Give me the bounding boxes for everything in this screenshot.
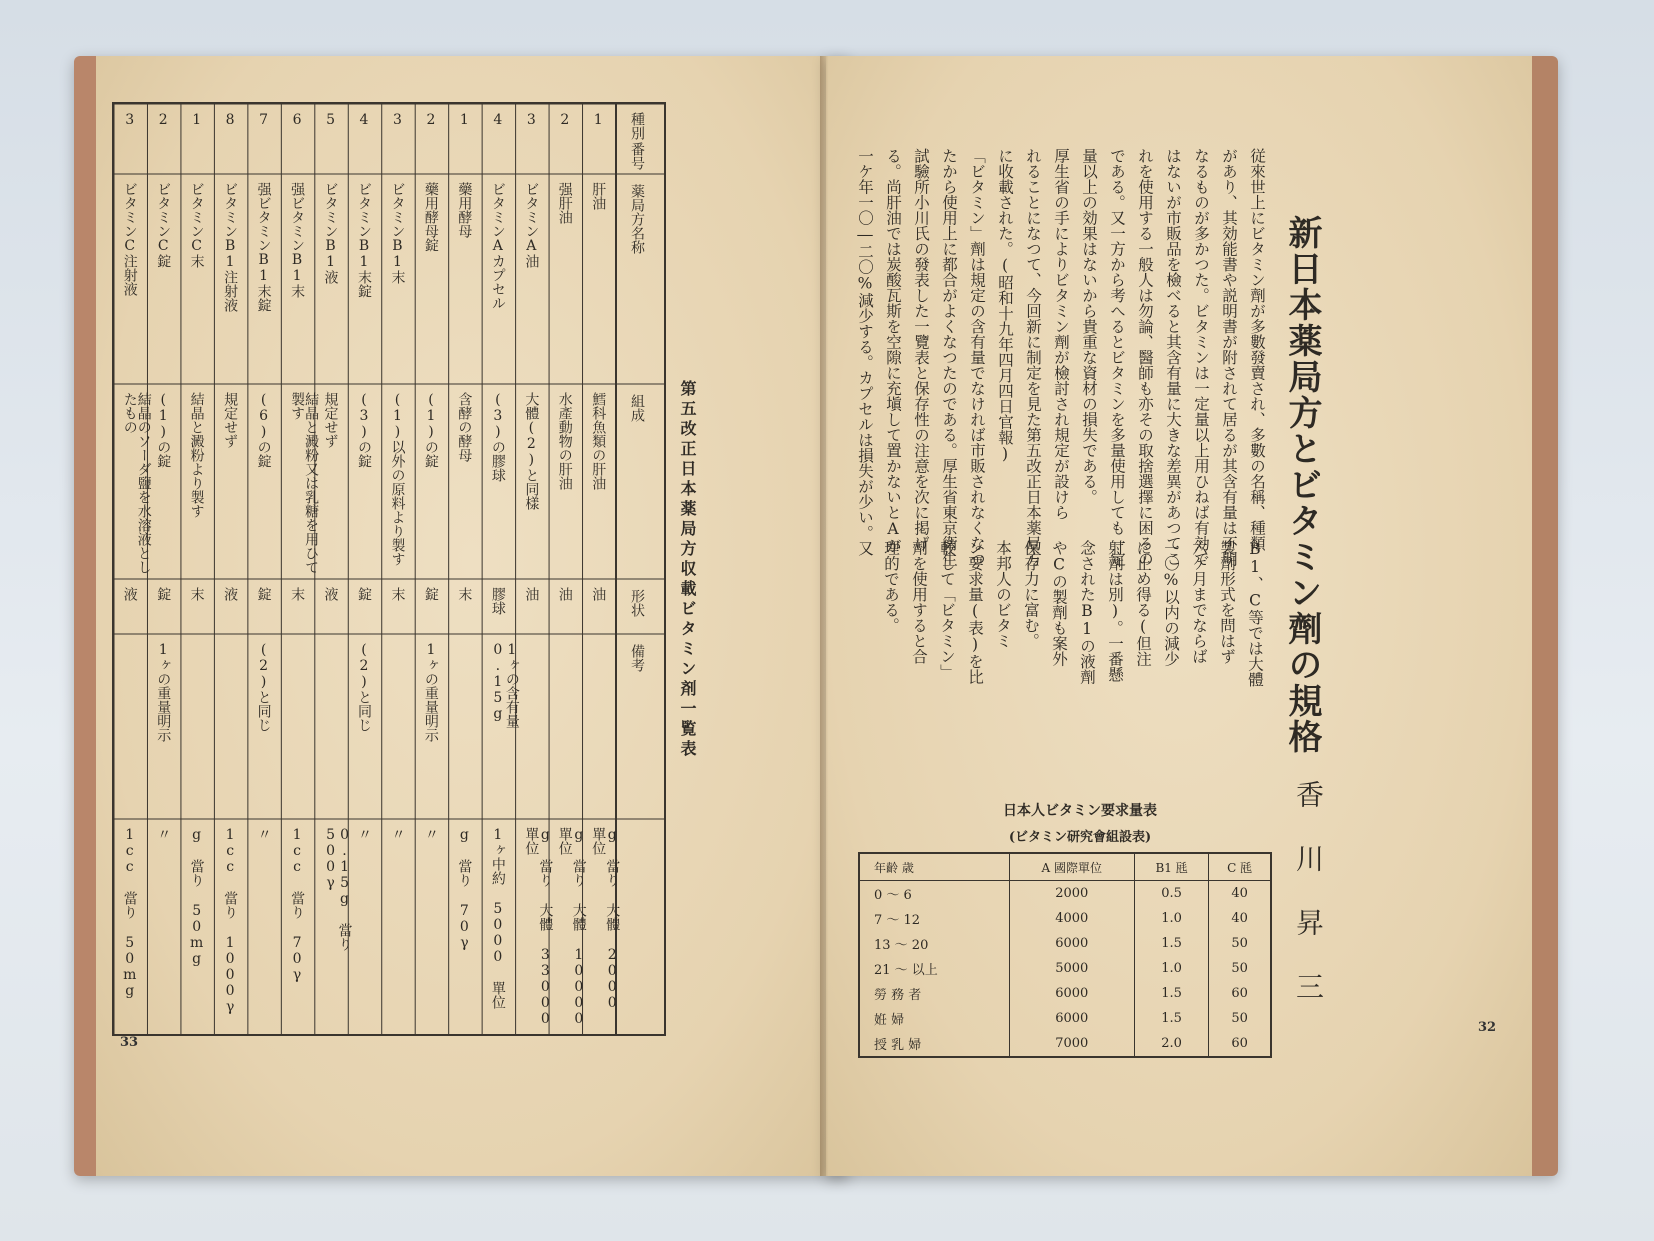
table-row bbox=[859, 1006, 1271, 1031]
table-cell-no: 8 bbox=[222, 112, 239, 128]
text-column: に收載された。(昭和十九年四月四日官報) bbox=[996, 148, 1014, 463]
table-cell-name: ビタミンC注射液 bbox=[121, 182, 138, 296]
table-cell-name: ビタミンB1末錠 bbox=[356, 182, 372, 298]
table-row bbox=[859, 956, 1271, 981]
table-cell-form: 錠 bbox=[356, 587, 372, 601]
text-column: なるものが多かつた。ビタミンは一定量以上用ひねば有効で bbox=[1192, 148, 1210, 567]
table-cell-note: (2)と同じ bbox=[255, 642, 272, 732]
text-column: 量以上の効果はないから貴重な資材の損失である。 bbox=[1080, 148, 1098, 505]
table-cell: 2000 bbox=[1009, 881, 1134, 907]
text-column: 射劑は別)。一番懸 bbox=[1106, 540, 1124, 682]
header-cell: 年齡 歳 bbox=[859, 853, 1009, 881]
table-cell-form: 油 bbox=[590, 587, 607, 601]
table-cell-comp: (3)の錠 bbox=[356, 392, 372, 468]
table-cell: 50 bbox=[1209, 1006, 1271, 1031]
requirement-table-title: 日本人ビタミン要求量表 bbox=[1003, 803, 1157, 819]
text-column: 理的である。 bbox=[882, 540, 900, 633]
table-cell-form: 油 bbox=[556, 587, 573, 601]
table-cell-dose: 〃 bbox=[389, 827, 406, 841]
text-column: 製劑形式を問はず bbox=[1218, 540, 1236, 664]
table-cell-comp: (3)の膠球 bbox=[489, 392, 506, 482]
table-row bbox=[859, 931, 1271, 956]
table-cell-form: 膠球 bbox=[489, 587, 506, 615]
table-cell: 5000 bbox=[1009, 956, 1134, 981]
table-cell-no: 2 bbox=[155, 112, 172, 128]
book-gutter bbox=[820, 56, 834, 1176]
table-cell-comp: 含酵の酵母 bbox=[456, 392, 473, 462]
table-cell-comp: 規定せず bbox=[222, 392, 239, 448]
table-cell-no: 5 bbox=[322, 112, 339, 128]
table-cell-dose: g 當り 大體 2000 單位 bbox=[590, 827, 621, 1011]
text-column: 念されたB1の液劑 bbox=[1078, 540, 1096, 685]
table-cell: 40 bbox=[1209, 906, 1271, 931]
table-cell-form: 油 bbox=[523, 587, 540, 601]
text-column: たから使用上に都合がよくなつたのである。厚生省東京衛生 bbox=[940, 148, 958, 567]
text-column: 従來世上にビタミン劑が多數發賣され、多數の名稱、種類 bbox=[1248, 148, 1266, 551]
table-cell-dose: 〃 bbox=[356, 827, 372, 841]
table-cell-name: ビタミンA油 bbox=[523, 182, 540, 268]
table-cell-form: 末 bbox=[456, 587, 473, 601]
text-column: 一〇%以内の減少 bbox=[1162, 540, 1180, 667]
table-cell-comp: (6)の錠 bbox=[255, 392, 272, 468]
table-cell-name: 强ビタミンB1末 bbox=[289, 182, 306, 298]
table-cell-name: ビタミンB1末 bbox=[389, 182, 406, 284]
header-cell: 組成 bbox=[629, 394, 645, 422]
table-cell-dose: g 當り 70γ bbox=[456, 827, 473, 951]
text-column: 較して「ビタミン」 bbox=[938, 540, 956, 680]
table-cell-note: (2)と同じ bbox=[356, 642, 372, 732]
table-cell-no: 3 bbox=[121, 112, 138, 128]
text-column: である。又一方から考へるとビタミンを多量使用しても一定 bbox=[1108, 148, 1126, 567]
table-cell-form: 液 bbox=[222, 587, 239, 601]
table-cell-name: 肝油 bbox=[590, 182, 607, 210]
table-cell-name: 强ビタミンB1末錠 bbox=[255, 182, 272, 312]
table-cell-dose: 〃 bbox=[155, 827, 172, 841]
table-cell-no: 3 bbox=[389, 112, 406, 128]
header-cell: A 國際單位 bbox=[1009, 853, 1134, 881]
table-cell-dose: 〃 bbox=[422, 827, 439, 841]
table-cell: 6000 bbox=[1009, 1006, 1134, 1031]
text-column: 本邦人のビタミ bbox=[994, 540, 1012, 649]
table-cell-no: 1 bbox=[188, 112, 205, 128]
table-cell-dose: 1ヶ中約 5000 單位 bbox=[489, 827, 506, 1009]
table-cell: 7 〜 12 bbox=[874, 913, 921, 928]
table-cell-dose: 1cc 當り 1000γ bbox=[222, 827, 239, 1015]
table-cell-note: 1ヶの重量明示 bbox=[155, 642, 172, 742]
table-cell-comp: 水產動物の肝油 bbox=[556, 392, 573, 490]
table-cell: 2.0 bbox=[1134, 1031, 1208, 1057]
article-body-continued bbox=[880, 540, 1266, 730]
table-cell: 6000 bbox=[1009, 931, 1134, 956]
table-cell: 1.5 bbox=[1134, 1006, 1208, 1031]
table-cell: 60 bbox=[1209, 981, 1271, 1006]
table-cell-no: 1 bbox=[456, 112, 473, 128]
table-cell: 21 〜 以上 bbox=[874, 963, 938, 978]
table-cell-name: ビタミンB1注射液 bbox=[222, 182, 239, 312]
table-cell: 授 乳 婦 bbox=[874, 1038, 922, 1053]
requirement-table-subtitle: (ビタミン研究會組設表) bbox=[1008, 830, 1152, 845]
left-table-title: 第五改正日本薬局方収載ビタミン剤一覧表 bbox=[678, 380, 697, 760]
table-cell-name: 强肝油 bbox=[556, 182, 573, 224]
text-column: 保存力に富む。 bbox=[1022, 540, 1040, 649]
text-column: 厚生省の手によりビタミン劑が檢討され規定が設けら bbox=[1052, 148, 1070, 520]
table-cell-dose: 1cc 當り 50mg bbox=[121, 827, 138, 999]
table-cell-dose: 〃 bbox=[255, 827, 272, 841]
table-cell: 7000 bbox=[1009, 1031, 1134, 1057]
table-cell: 50 bbox=[1209, 931, 1271, 956]
table-cell-comp: (1)の錠 bbox=[155, 392, 172, 468]
table-cell-comp: 結晶と澱粉より製す bbox=[188, 392, 205, 518]
table-cell: 6000 bbox=[1009, 981, 1134, 1006]
table-cell-form: 液 bbox=[121, 587, 138, 601]
table-row bbox=[859, 906, 1271, 931]
table-cell: 0.5 bbox=[1134, 881, 1208, 907]
header-cell: 薬局方名称 bbox=[629, 184, 645, 254]
table-cell-no: 4 bbox=[356, 112, 372, 128]
text-column: に止め得る(但注 bbox=[1134, 540, 1152, 667]
text-column: 一ケ年一〇―二〇%減少する。カプセルは損失が少い。又 bbox=[856, 148, 874, 556]
text-column: 劑を使用すると合 bbox=[910, 540, 928, 664]
table-cell-comp: 大體(2)と同樣 bbox=[523, 392, 540, 510]
table-cell: 1.5 bbox=[1134, 931, 1208, 956]
table-row bbox=[859, 1031, 1271, 1057]
text-column: があり、其効能書や説明書が附されて居るが其含有量は不明 bbox=[1220, 148, 1238, 567]
table-cell-name: ビタミンAカプセル bbox=[489, 182, 506, 310]
table-cell-dose: g 當り 大體 33000 單位 bbox=[523, 827, 554, 1027]
table-cell: 勞 務 者 bbox=[874, 988, 922, 1003]
page-number-right: 32 bbox=[1478, 1020, 1497, 1035]
table-cell-note: 1ヶの含有量 0.15g bbox=[489, 642, 520, 728]
text-column: 六ケ月までならば bbox=[1190, 540, 1208, 664]
table-cell-name: ビタミンC末 bbox=[188, 182, 205, 268]
table-cell-form: 末 bbox=[188, 587, 205, 601]
table-cell-no: 1 bbox=[590, 112, 607, 128]
text-column: ン要求量(表)を比 bbox=[966, 540, 984, 685]
table-cell: 4000 bbox=[1009, 906, 1134, 931]
page-number-left: 33 bbox=[120, 1035, 139, 1050]
table-cell-dose: g 當り 50mg bbox=[188, 827, 205, 967]
header-cell: 形状 bbox=[629, 589, 645, 617]
table-cell-form: 錠 bbox=[155, 587, 172, 601]
table-cell-no: 2 bbox=[422, 112, 439, 128]
table-cell: 1.5 bbox=[1134, 981, 1208, 1006]
table-row bbox=[859, 881, 1271, 907]
header-cell: C 瓱 bbox=[1209, 853, 1271, 881]
text-column: 「ビタミン」劑は規定の含有量でなければ市販されなくなつ bbox=[968, 148, 986, 567]
table-cell-no: 2 bbox=[556, 112, 573, 128]
table-cell: 60 bbox=[1209, 1031, 1271, 1057]
table-cell: 1.0 bbox=[1134, 956, 1208, 981]
vitamin-preparations-table bbox=[112, 102, 666, 1036]
table-cell: 0 〜 6 bbox=[874, 888, 912, 903]
header-cell: B1 瓱 bbox=[1134, 853, 1208, 881]
table-cell-form: 錠 bbox=[422, 587, 439, 601]
table-cell-dose: 1cc 當り 70γ bbox=[289, 827, 306, 983]
table-cell: 姙 婦 bbox=[874, 1013, 905, 1028]
text-column: 試驗所小川氏の發表した一覽表と保存性の注意を次に掲げ bbox=[912, 148, 930, 551]
table-cell-dose: g 當り 大體 10000 單位 bbox=[556, 827, 587, 1027]
table-cell: 50 bbox=[1209, 956, 1271, 981]
table-cell-comp: 結晶のソーダ鹽を水溶液としたもの bbox=[121, 392, 152, 574]
table-cell-dose: 0.15g 當り 500γ bbox=[322, 827, 353, 951]
text-column: はないが市販品を檢べると其含有量に大きな差異があつてこ bbox=[1164, 148, 1182, 567]
table-row bbox=[859, 981, 1271, 1006]
text-column: れを使用する一般人は勿論、醫師も亦その取捨選擇に困るの bbox=[1136, 148, 1154, 567]
table-cell-form: 液 bbox=[322, 587, 339, 601]
table-cell-comp: 鱈科魚類の肝油 bbox=[590, 392, 607, 490]
header-cell: 番号 bbox=[629, 142, 645, 170]
table-cell-comp: (1)の錠 bbox=[422, 392, 439, 468]
table-cell: 40 bbox=[1209, 881, 1271, 907]
table-cell-comp: (1)以外の原料より製す bbox=[389, 392, 406, 566]
header-type-number: 種別 bbox=[629, 112, 645, 140]
table-cell-name: ビタミンB1液 bbox=[322, 182, 339, 284]
table-cell-form: 錠 bbox=[255, 587, 272, 601]
table-cell-no: 6 bbox=[289, 112, 306, 128]
table-cell-form: 末 bbox=[389, 587, 406, 601]
text-column: やCの製劑も案外 bbox=[1050, 540, 1068, 667]
table-cell-no: 3 bbox=[523, 112, 540, 128]
table-cell-no: 7 bbox=[255, 112, 272, 128]
table-cell-comp: 規定せず bbox=[322, 392, 339, 448]
text-column: B1、C等では大體 bbox=[1246, 540, 1264, 687]
table-cell: 13 〜 20 bbox=[874, 938, 929, 953]
header-cell: 備考 bbox=[629, 644, 645, 672]
table-cell: 1.0 bbox=[1134, 906, 1208, 931]
table-cell-comp: 結晶と澱粉又は乳糖を用ひて製す bbox=[289, 392, 320, 574]
text-column: る。尚肝油では炭酸瓦斯を空隙に充塡して置かないとAが bbox=[884, 148, 902, 554]
table-cell-name: 藥用酵母 bbox=[456, 182, 473, 238]
vitamin-requirement-table bbox=[858, 852, 1272, 1058]
table-cell-name: 藥用酵母錠 bbox=[422, 182, 439, 252]
table-cell-form: 末 bbox=[289, 587, 306, 601]
text-column: れることになつて、今回新に制定を見た第五改正日本薬局方 bbox=[1024, 148, 1042, 567]
author-name: 香川昇三 bbox=[1292, 780, 1325, 1036]
article-title: 新日本薬局方とビタミン劑の規格 bbox=[1282, 215, 1322, 755]
table-cell-no: 4 bbox=[489, 112, 506, 128]
table-cell-name: ビタミンC錠 bbox=[155, 182, 172, 268]
table-cell-note: 1ヶの重量明示 bbox=[422, 642, 439, 742]
